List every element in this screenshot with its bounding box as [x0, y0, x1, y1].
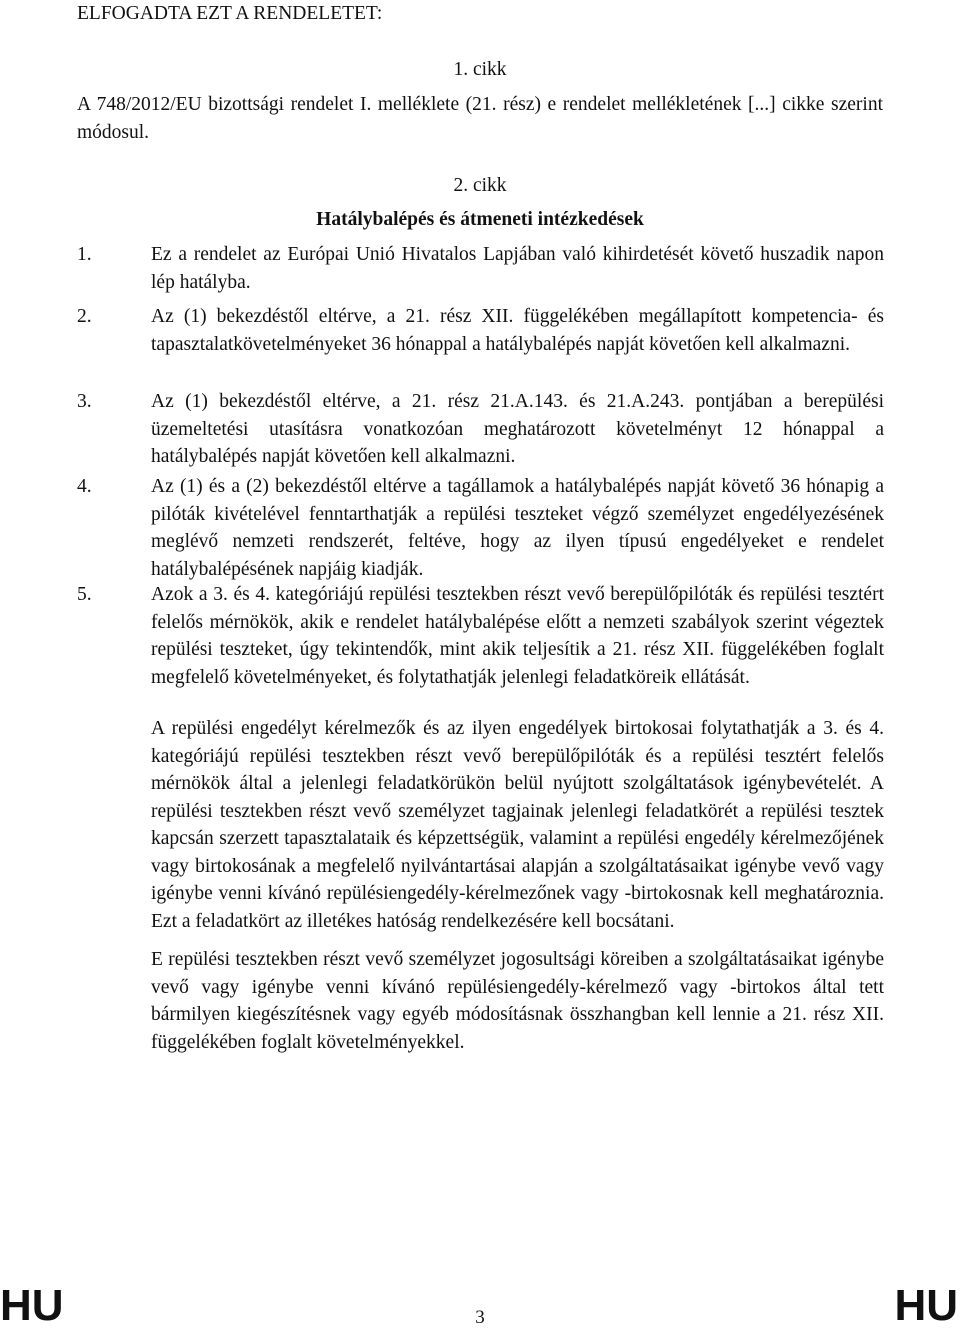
item-number: 1. — [77, 244, 92, 265]
item-text: Az (1) bekezdéstől eltérve, a 21. rész 21.A.143. és 21.A.243. pontjában a berepülési üzemeltetési utasításra vonatkozóan meghatározott követelményt 12 hónappal a hatálybalépés napját követően kell alkalmazni. — [151, 391, 884, 467]
item-text: Azok a 3. és 4. kategóriájú repülési tesztekben részt vevő berepülőpilóták és repülési tesztért felelős mérnökök, akik e rendelet hatálybalépése előtt a nemzeti szabályok szerint végeztek repülési teszteket, úgy tekintendők, mint akik teljesítik a 21. rész XII. függelékében foglalt megfelelő követelményeket, és folytathatják jelenlegi feladatköreik ellátását. — [151, 584, 884, 688]
article-1-text: A 748/2012/EU bizottsági rendelet I. melléklete (21. rész) e rendelet mellékletének [...] cikke szerint módosul. — [77, 94, 883, 143]
item-text: Az (1) és a (2) bekezdéstől eltérve a tagállamok a hatálybalépés napját követő 36 hónapig a pilóták kivételével fenntarthatják a repülési teszteket végző személyzet engedélyezésének meglévő nemzeti rendszerét, feltéve, hogy az ilyen típusú engedélyeket e rendelet hatálybalépésének napjáig kiadják. — [151, 476, 884, 580]
footer-language-left: HU — [0, 1281, 64, 1330]
article-2-subtitle: Hatálybalépés és átmeneti intézkedések — [316, 209, 644, 230]
item-text: Az (1) bekezdéstől eltérve, a 21. rész XII. függelékében megállapított kompetencia- és tapasztalatkövetelményeket 36 hónappal a hatálybalépés napját követően kell alkalmazni. — [151, 306, 884, 355]
item-text: Ez a rendelet az Európai Unió Hivatalos Lapjában való kihirdetését követő huszadik napon lép hatályba. — [151, 244, 884, 293]
item-number: 5. — [77, 584, 92, 605]
adoption-heading: ELFOGADTA EZT A RENDELETET: — [77, 3, 383, 24]
paragraph-b: E repülési tesztekben részt vevő személyzet jogosultsági köreiben a szolgáltatásaikat igénybe vevő vagy igénybe venni kívánó repülésiengedély-kérelmező vagy -birtokos által tett bármilyen kiegészítésnek vagy egyéb módosításnak összhangban kell lennie a 21. rész XII. függelékében foglalt követelményekkel. — [151, 949, 884, 1053]
paragraph-a: A repülési engedélyt kérelmezők és az ilyen engedélyek birtokosai folytathatják a 3. és 4. kategóriájú repülési tesztekben részt vevő berepülőpilóták és a repülési tesztért felelős mérnökök által a jelenlegi feladatkörükön belül nyújtott szolgáltatások igénybevételét. A repülési tesztekben részt vevő személyzet tagjainak jelenlegi feladatkörét a repülési tesztek kapcsán szerzett tapasztalataik és képzettségük, valamint a repülési engedély kérelmezőjének vagy birtokosának a megfelelő nyilvántartásai alapján a szolgáltatásaikat igénybe vevő vagy igénybe venni kívánó repülésiengedély-kérelmezőnek vagy -birtokosnak kell meghatároznia. Ezt a feladatkört az illetékes hatóság rendelkezésére kell bocsátani. — [151, 718, 884, 932]
page-number: 3 — [475, 1307, 485, 1328]
article-1-title: 1. cikk — [453, 59, 507, 80]
article-2-title: 2. cikk — [453, 175, 507, 196]
item-number: 2. — [77, 306, 92, 327]
item-number: 3. — [77, 391, 92, 412]
footer-language-right: HU — [894, 1281, 958, 1330]
item-number: 4. — [77, 476, 92, 497]
